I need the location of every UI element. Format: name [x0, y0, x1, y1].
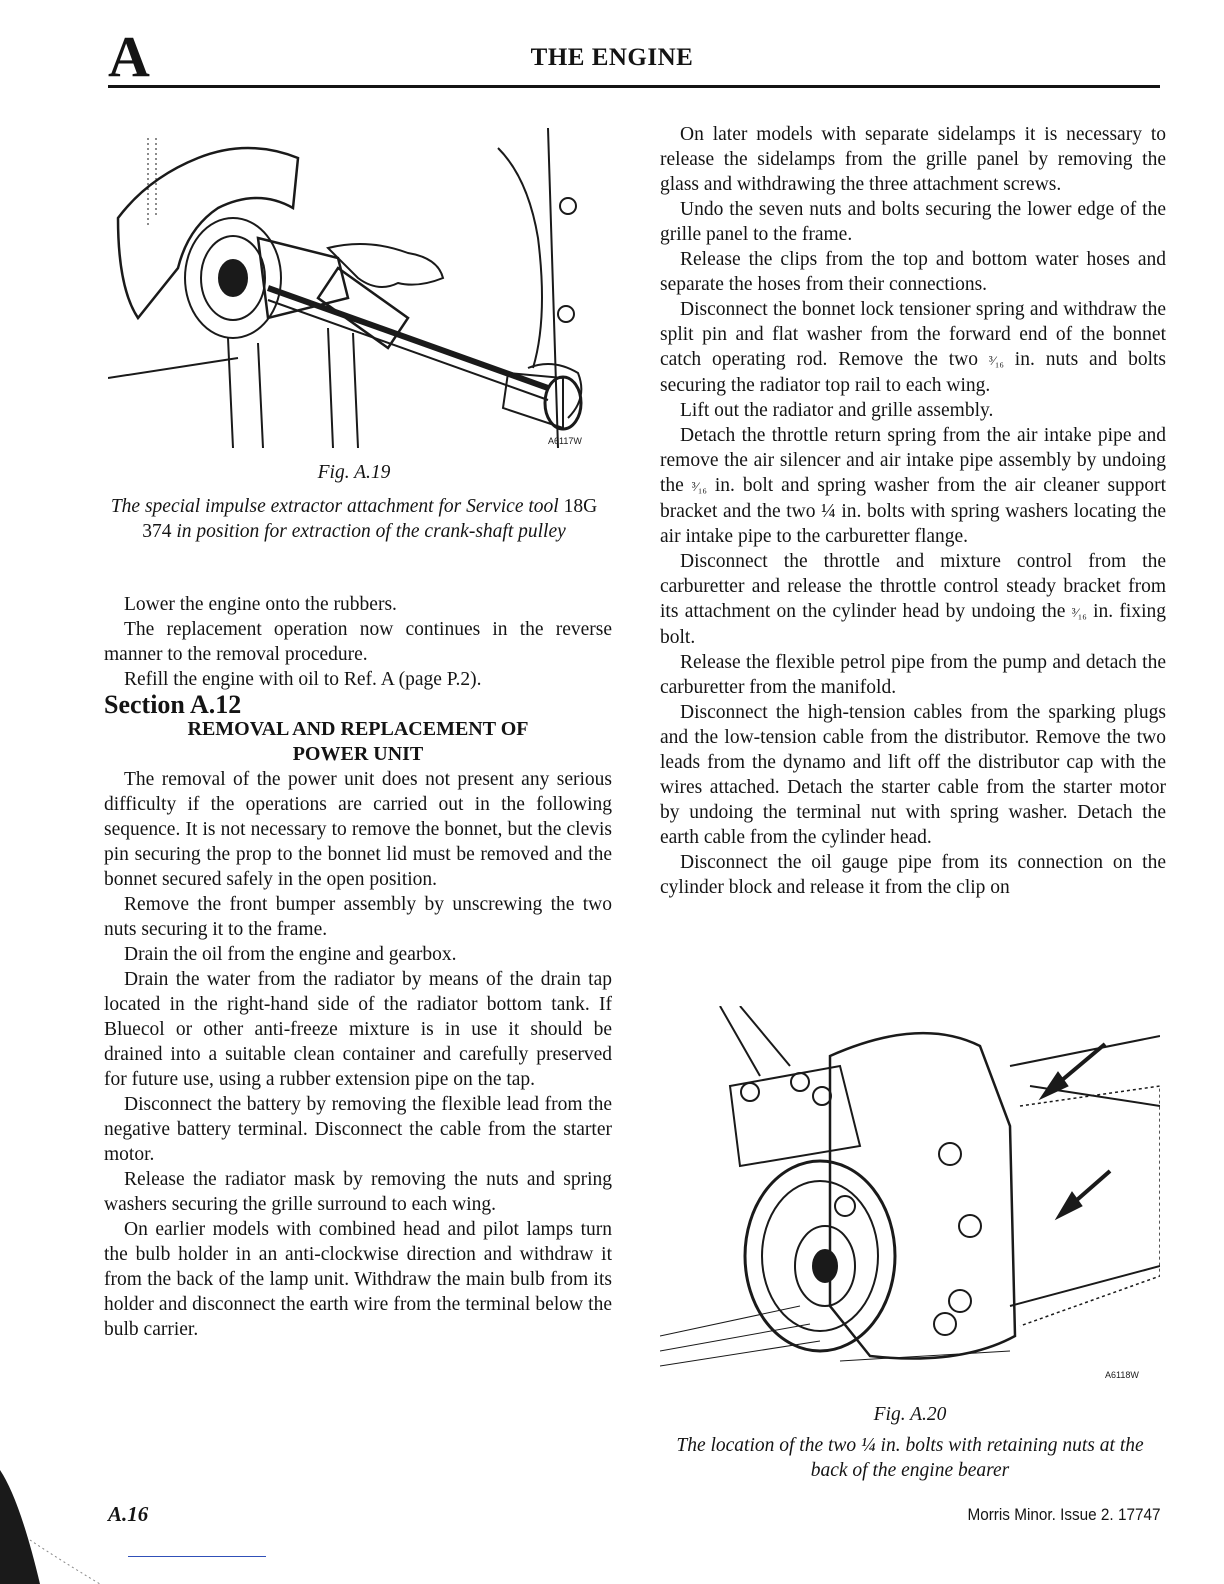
paragraph: Drain the oil from the engine and gearbox.: [124, 944, 457, 965]
paragraph: On later models with separate sidelamps it is necessary to release the sidelamps from the grille panel by removing the glass and withdrawing the three attachment screws.: [660, 124, 1166, 195]
section-subheading: REMOVAL AND REPLACEMENT OF POWER UNIT: [187, 718, 529, 765]
footer-reference: Morris Minor. Issue 2. 17747: [966, 1505, 1160, 1524]
paragraph: Disconnect the oil gauge pipe from its connection on the cylinder block and release it from the clip on: [660, 852, 1166, 898]
figure-a19-caption: The special impulse extractor attachment for Service tool 18G 374 in position for extraction of the crank-shaft pulley: [110, 496, 598, 542]
bottom-rule: [128, 1556, 266, 1557]
plate-code-a6117w: A6117W: [548, 436, 582, 446]
running-title: THE ENGINE: [530, 44, 694, 71]
paragraph: On earlier models with combined head and pilot lamps turn the bulb holder in an anti-clockwise direction and withdraw it from the back of the lamp unit. Withdraw the main bulb from its holder and disconnect the earth wire from the terminal below the bulb carrier.: [104, 1219, 612, 1340]
paragraph: Disconnect the throttle and mixture control from the carburetter and release the throttle control steady bracket from its attachment on the cylinder head by undoing the ³⁄₁₆ in. fixing bolt.: [660, 551, 1166, 648]
section-letter: A: [108, 24, 150, 89]
paragraph: Disconnect the battery by removing the flexible lead from the negative battery terminal. Disconnect the cable from the starter motor.: [104, 1094, 612, 1165]
paragraph: Refill the engine with oil to Ref. A (page P.2).: [124, 669, 482, 690]
paragraph: Detach the throttle return spring from the air intake pipe and remove the air silencer and air intake pipe assembly by undoing the ³⁄₁₆ in. bolt and spring washer from the air cleaner support bracket and the two ¼ in. bolts with spring washers locating the air intake pipe to the carburetter flange.: [660, 425, 1166, 547]
right-column: [660, 122, 1166, 900]
paragraph: Disconnect the high-tension cables from the sparking plugs and the low-tension cable from the distributor. Remove the two leads from the dynamo and lift off the distributor cap with the wires attached. Detach the starter cable from the starter motor by undoing the terminal nut with spring washer. Detach the earth cable from the cylinder head.: [660, 702, 1166, 848]
scan-edge-shadow: [0, 1440, 130, 1584]
figure-a20-illustration: [660, 1006, 1160, 1384]
paragraph: The replacement operation now continues in the reverse manner to the removal procedure.: [104, 619, 612, 665]
paragraph: Undo the seven nuts and bolts securing the lower edge of the grille panel to the frame.: [660, 199, 1166, 245]
paragraph: Drain the water from the radiator by means of the drain tap located in the right-hand side of the radiator bottom tank. If Bluecol or other anti-freeze mixture is in use it should be drained into a suitable clean container and carefully preserved for future use, using a rubber extension pipe on the tap.: [104, 969, 612, 1090]
plate-code-a6118w: A6118W: [1105, 1370, 1139, 1380]
paragraph: Lift out the radiator and grille assembly.: [680, 400, 994, 421]
section-heading: Section A.12: [104, 690, 242, 719]
page-number: A.16: [108, 1502, 149, 1526]
paragraph: The removal of the power unit does not present any serious difficulty if the operations are carried out in the following sequence. It is not necessary to remove the bonnet, but the clevis pin securing the prop to the bonnet lid must be removed and the bonnet secured safely in the open position.: [104, 769, 612, 890]
left-column: [104, 592, 612, 1342]
header-rule: [108, 85, 1160, 88]
figure-a20-label: Fig. A.20: [873, 1404, 947, 1425]
paragraph: Disconnect the bonnet lock tensioner spring and withdraw the split pin and flat washer from the forward end of the bonnet catch operating rod. Remove the two ³⁄₁₆ in. nuts and bolts securing the radiator top rail to each wing.: [660, 299, 1166, 396]
figure-a19-label: Fig. A.19: [317, 462, 391, 483]
paragraph: Remove the front bumper assembly by unscrewing the two nuts securing it to the frame.: [104, 894, 612, 940]
paragraph: Release the radiator mask by removing the nuts and spring washers securing the grille surround to each wing.: [104, 1169, 612, 1215]
paragraph: Release the clips from the top and bottom water hoses and separate the hoses from their connections.: [660, 249, 1166, 295]
figure-a19-illustration: [108, 118, 600, 454]
paragraph: Release the flexible petrol pipe from the pump and detach the carburetter from the manifold.: [660, 652, 1166, 698]
paragraph: Lower the engine onto the rubbers.: [124, 594, 397, 615]
figure-a20-caption: The location of the two ¼ in. bolts with retaining nuts at the back of the engine bearer: [676, 1435, 1144, 1481]
